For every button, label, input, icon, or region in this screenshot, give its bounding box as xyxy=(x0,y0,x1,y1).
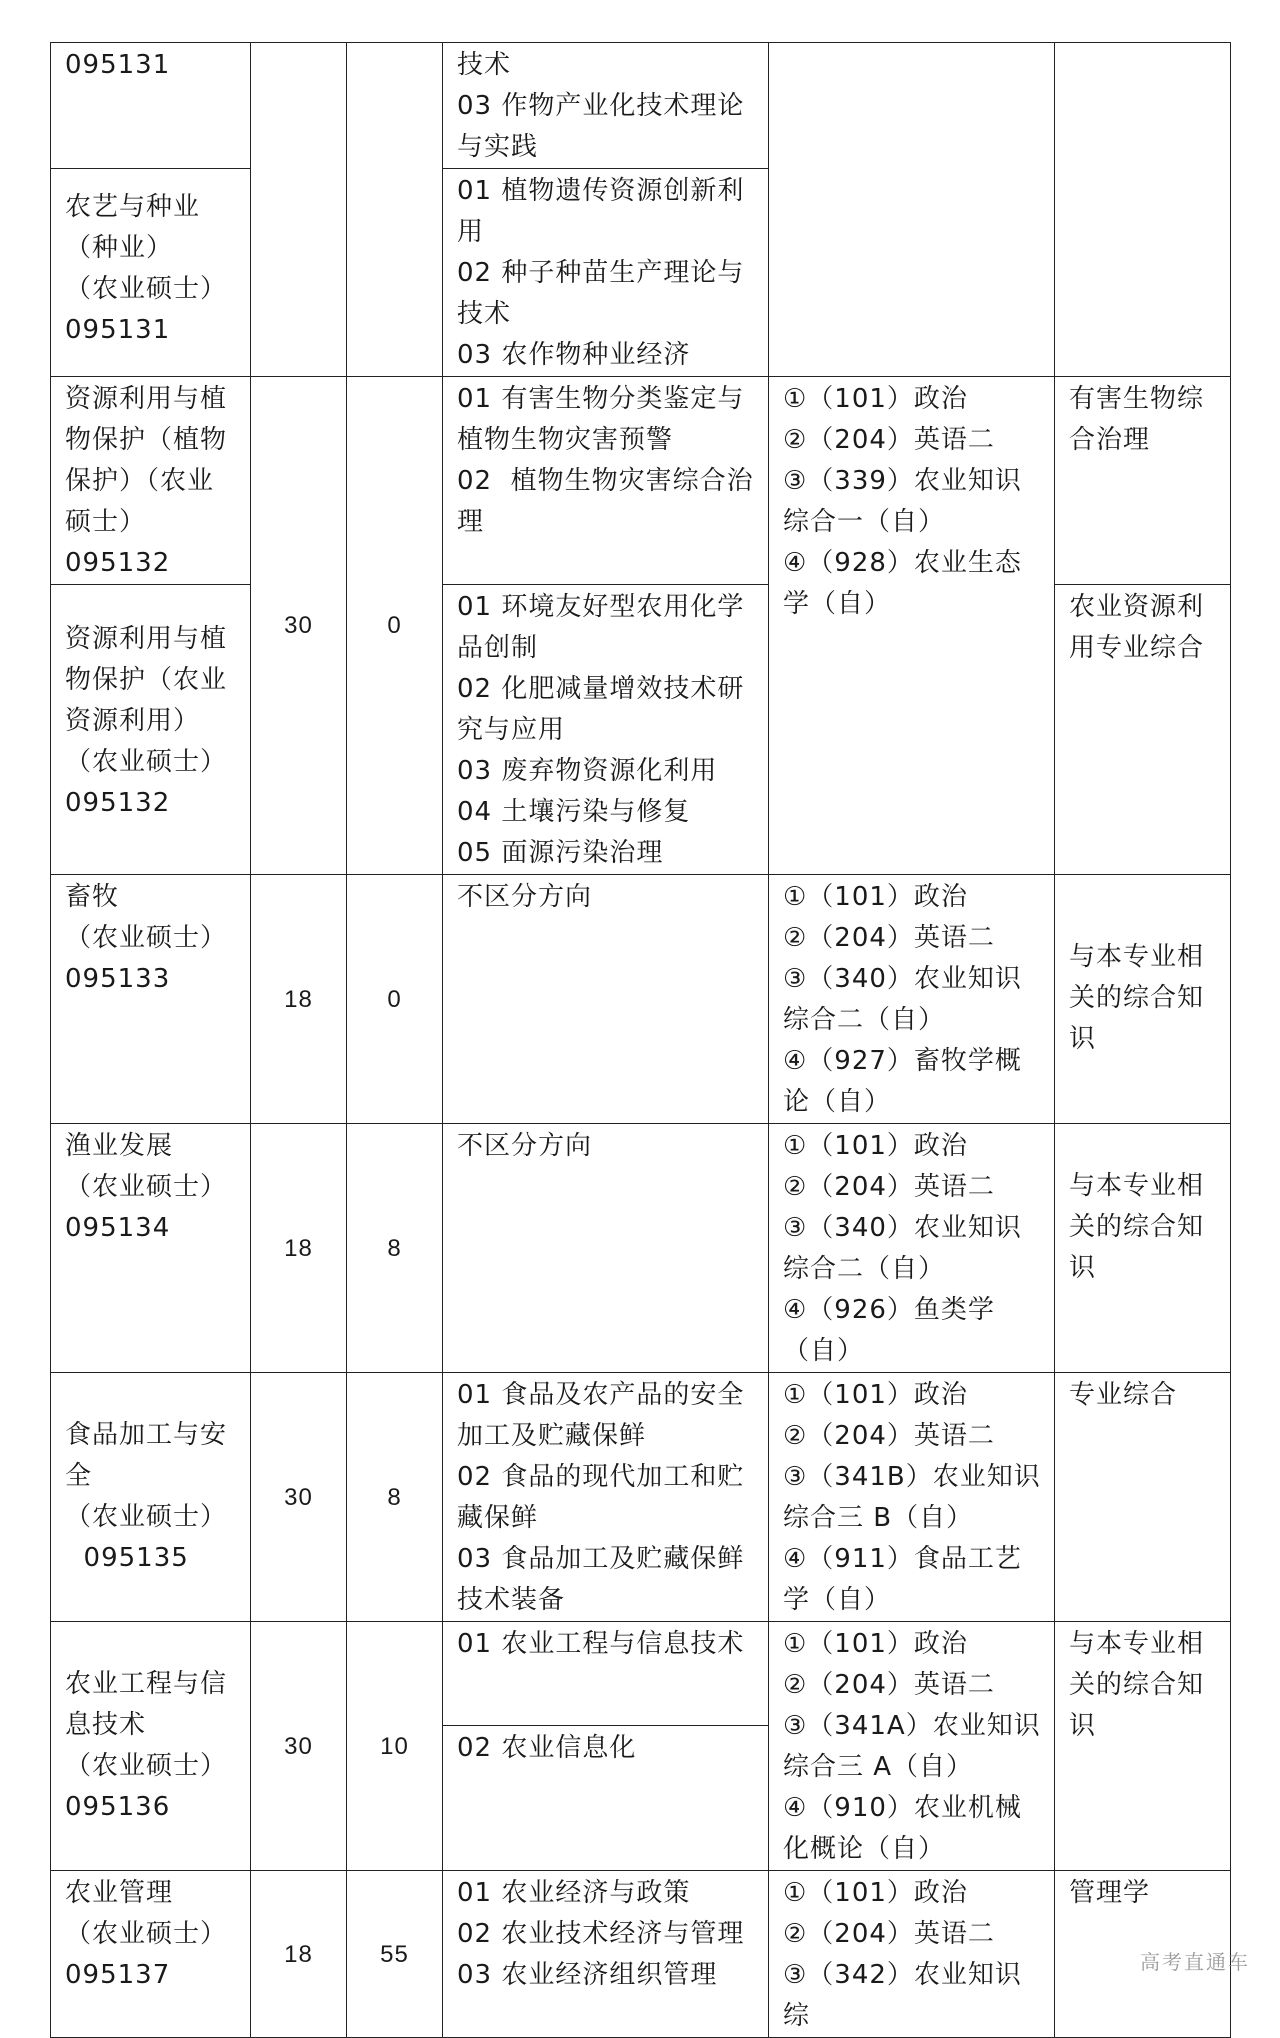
major-cell xyxy=(51,377,251,585)
major-cell xyxy=(51,1124,251,1373)
table-row xyxy=(51,875,1231,1124)
cell-line: 资源利用与植物保护（农业资源利用） xyxy=(65,624,228,736)
cell-line: ①（101）政治 xyxy=(783,1878,968,1908)
cell-line: ③（340）农业知识综合二（自） xyxy=(783,964,1022,1035)
cell-line: 有害生物综合治理 xyxy=(1069,384,1205,455)
cell-line: ④（910）农业机械化概论（自） xyxy=(783,1793,1022,1864)
enroll-cell xyxy=(251,43,347,377)
direction-cell xyxy=(443,585,769,875)
table-row xyxy=(51,1622,1231,1726)
major-cell xyxy=(51,43,251,169)
major-cell xyxy=(51,1373,251,1622)
direction-cell xyxy=(443,1871,769,2038)
cell-line: （农业硕士） xyxy=(65,274,228,304)
retest-cell xyxy=(1055,377,1231,585)
enroll-cell: 30 xyxy=(251,1622,347,1871)
exam-cell xyxy=(769,377,1055,875)
cell-line: 01 有害生物分类鉴定与植物生物灾害预警 xyxy=(457,384,745,455)
cell-line: 03 食品加工及贮藏保鲜技术装备 xyxy=(457,1544,745,1615)
cell-line: 管理学 xyxy=(1069,1878,1151,1908)
cell-line: ①（101）政治 xyxy=(783,384,968,414)
retest-cell xyxy=(1055,43,1231,377)
cell-line: 渔业发展 xyxy=(65,1131,174,1161)
enroll-cell: 30 xyxy=(251,377,347,875)
cell-line: ③（339）农业知识综合一（自） xyxy=(783,466,1022,537)
cell-line: 资源利用与植物保护（植物保护）（农业硕士） xyxy=(65,384,228,537)
cell-line: （种业） xyxy=(65,233,174,263)
cell-line: ②（204）英语二 xyxy=(783,1919,995,1949)
cell-line: ④（927）畜牧学概论（自） xyxy=(783,1046,1022,1117)
retest-cell xyxy=(1055,875,1231,1124)
cell-line: ④（926）鱼类学（自） xyxy=(783,1295,995,1366)
cell-line: 01 环境友好型农用化学品创制 xyxy=(457,592,745,663)
table-row xyxy=(51,377,1231,585)
table-row xyxy=(51,1871,1231,2038)
exempt-cell: 8 xyxy=(347,1124,443,1373)
cell-line: 02 食品的现代加工和贮藏保鲜 xyxy=(457,1462,745,1533)
exam-cell xyxy=(769,1124,1055,1373)
cell-line: 农业管理 xyxy=(65,1878,174,1908)
retest-cell xyxy=(1055,585,1231,875)
direction-cell xyxy=(443,169,769,377)
cell-line: 095136 xyxy=(65,1792,171,1822)
cell-line: 专业综合 xyxy=(1069,1380,1178,1410)
major-cell xyxy=(51,875,251,1124)
table-row xyxy=(51,1124,1231,1373)
cell-line: ②（204）英语二 xyxy=(783,1421,995,1451)
cell-line: ①（101）政治 xyxy=(783,1380,968,1410)
major-cell xyxy=(51,1871,251,2038)
cell-line: 05 面源污染治理 xyxy=(457,838,664,868)
cell-line: 农业工程与信息技术 xyxy=(65,1669,228,1740)
exempt-cell: 0 xyxy=(347,377,443,875)
cell-line: ③（341A）农业知识综合三 A（自） xyxy=(783,1711,1041,1782)
exam-cell xyxy=(769,43,1055,377)
cell-line: （农业硕士） xyxy=(65,747,228,777)
enroll-cell: 30 xyxy=(251,1373,347,1622)
direction-cell xyxy=(443,1373,769,1622)
enroll-cell: 18 xyxy=(251,1124,347,1373)
direction-cell xyxy=(443,377,769,585)
table-row xyxy=(51,43,1231,169)
exam-cell xyxy=(769,1871,1055,2038)
retest-cell xyxy=(1055,1124,1231,1373)
cell-line: ①（101）政治 xyxy=(783,882,968,912)
cell-line: ③（340）农业知识综合二（自） xyxy=(783,1213,1022,1284)
exempt-cell: 10 xyxy=(347,1622,443,1871)
cell-line: 与本专业相关的综合知识 xyxy=(1069,1171,1205,1283)
cell-line: ②（204）英语二 xyxy=(783,1172,995,1202)
enroll-cell: 18 xyxy=(251,1871,347,2038)
cell-line: ④（911）食品工艺学（自） xyxy=(783,1544,1022,1615)
table-row xyxy=(51,1373,1231,1622)
cell-line: ②（204）英语二 xyxy=(783,1670,995,1700)
exam-cell xyxy=(769,1622,1055,1871)
exam-cell xyxy=(769,1373,1055,1622)
cell-line: （农业硕士） xyxy=(65,923,228,953)
cell-line: 与本专业相关的综合知识 xyxy=(1069,1629,1205,1741)
retest-cell xyxy=(1055,1373,1231,1622)
cell-line: 03 废弃物资源化利用 xyxy=(457,756,718,786)
cell-line: 不区分方向 xyxy=(457,1131,593,1161)
cell-line: 02 农业技术经济与管理 xyxy=(457,1919,745,1949)
document-page xyxy=(50,42,1230,2038)
cell-line: 095131 xyxy=(65,315,171,345)
cell-line: 095134 xyxy=(65,1213,171,1243)
cell-line: （农业硕士） xyxy=(65,1919,228,1949)
cell-line: ②（204）英语二 xyxy=(783,425,995,455)
cell-line: 技术 xyxy=(457,50,512,80)
cell-line: 02 种子种苗生产理论与技术 xyxy=(457,258,745,329)
cell-line: 095137 xyxy=(65,1960,171,1990)
cell-line: 01 食品及农产品的安全加工及贮藏保鲜 xyxy=(457,1380,745,1451)
cell-line: 04 土壤污染与修复 xyxy=(457,797,691,827)
retest-cell xyxy=(1055,1622,1231,1871)
cell-line: ②（204）英语二 xyxy=(783,923,995,953)
cell-line: 095135 xyxy=(65,1543,189,1573)
cell-line: 01 植物遗传资源创新利用 xyxy=(457,176,745,247)
enroll-cell: 18 xyxy=(251,875,347,1124)
cell-line: 01 农业经济与政策 xyxy=(457,1878,691,1908)
cell-line: 095131 xyxy=(65,50,171,80)
cell-line: ①（101）政治 xyxy=(783,1131,968,1161)
cell-line: （农业硕士） xyxy=(65,1751,228,1781)
cell-line: （农业硕士） xyxy=(65,1502,228,1532)
cell-line: 095133 xyxy=(65,964,171,994)
cell-line: 095132 xyxy=(65,788,171,818)
direction-cell xyxy=(443,875,769,1124)
exempt-cell: 8 xyxy=(347,1373,443,1622)
exam-cell xyxy=(769,875,1055,1124)
cell-line: ③（342）农业知识综 xyxy=(783,1960,1022,2031)
cell-line: 农业资源利用专业综合 xyxy=(1069,592,1205,663)
direction-cell xyxy=(443,43,769,169)
cell-line: 不区分方向 xyxy=(457,882,593,912)
exempt-cell xyxy=(347,43,443,377)
major-cell xyxy=(51,169,251,377)
direction-cell xyxy=(443,1124,769,1373)
cell-line: 095132 xyxy=(65,548,171,578)
cell-line: 食品加工与安全 xyxy=(65,1420,228,1491)
cell-line: 与本专业相关的综合知识 xyxy=(1069,942,1205,1054)
cell-line: ③（341B）农业知识综合三 B（自） xyxy=(783,1462,1041,1533)
cell-line: ①（101）政治 xyxy=(783,1629,968,1659)
cell-line: 农艺与种业 xyxy=(65,192,201,222)
cell-line: 02 农业信息化 xyxy=(457,1733,637,1764)
exempt-cell: 55 xyxy=(347,1871,443,2038)
cell-line: 01 农业工程与信息技术 xyxy=(457,1629,745,1659)
cell-line: （农业硕士） xyxy=(65,1172,228,1202)
direction-cell xyxy=(443,1622,769,1726)
cell-line: 02 植物生物灾害综合治理 xyxy=(457,466,754,537)
cell-line: 03 农业经济组织管理 xyxy=(457,1960,718,1990)
cell-line: ④（928）农业生态学（自） xyxy=(783,548,1022,619)
cell-line: 02 化肥减量增效技术研究与应用 xyxy=(457,674,745,745)
admissions-table xyxy=(50,42,1231,2038)
cell-line: 03 农作物种业经济 xyxy=(457,340,691,370)
exempt-cell: 0 xyxy=(347,875,443,1124)
cell-line: 03 作物产业化技术理论与实践 xyxy=(457,91,745,162)
watermark-text: 高考直通车 xyxy=(1140,1950,1250,1974)
direction-cell xyxy=(443,1726,769,1871)
cell-line: 畜牧 xyxy=(65,882,120,912)
major-cell xyxy=(51,585,251,875)
major-cell xyxy=(51,1622,251,1871)
